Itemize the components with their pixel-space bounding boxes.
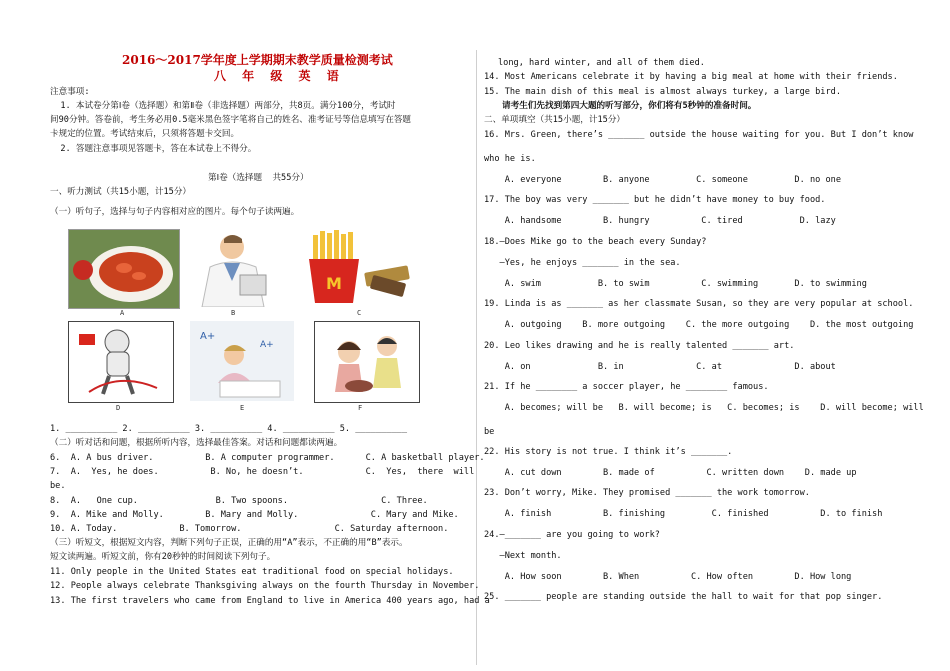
question-12: 12. People always celebrate Thanksgiving always on the fourth Thursday in November. [50, 581, 480, 591]
student-writing-icon [190, 321, 294, 401]
notice-heading: 注意事项: [50, 87, 90, 97]
subsection-heading: （一）听句子，选择与句子内容相对应的图片。每个句子读两遍。 [50, 207, 300, 217]
question-22: 22. His story is not true. I think it’s _______. [484, 447, 733, 457]
svg-text:A+: A+ [260, 340, 274, 350]
picture-a [68, 229, 180, 309]
section-heading: 一、听力测试（共15小题，计15分） [50, 187, 192, 197]
notice-line: 2. 答题注意事项见答题卡，答在本试卷上不得分。 [50, 144, 257, 154]
svg-text:A+: A+ [200, 331, 216, 342]
fries-icon [301, 229, 415, 307]
section-heading: 二、单项填空（共15小题，计15分） [484, 115, 626, 125]
question-24: 24.—_______ are you going to work? [484, 530, 660, 540]
question-13: 13. The first travelers who came from England to live in America 400 years ago, had a [50, 596, 490, 606]
question-25: 25. _______ people are standing outside the hall to wait for that pop singer. [484, 592, 883, 602]
question-19: 19. Linda is as _______ as her classmate Susan, so they are very popular at school. [484, 299, 914, 309]
notice-line: 1. 本试卷分第Ⅰ卷（选择题）和第Ⅱ卷（非选择题）两部分，共8页。满分100分，考试时 [50, 101, 396, 111]
question-24-reply: —Next month. [484, 551, 562, 561]
question-7-cont: be. [50, 481, 66, 491]
question-20: 20. Leo likes drawing and he is really talented _______ art. [484, 341, 795, 351]
question-23-options: A. finish B. finishing C. finished D. to finish [484, 509, 883, 519]
question-23: 23. Don’t worry, Mike. They promised _______ the work tomorrow. [484, 488, 810, 498]
question-18-options: A. swim B. to swim C. swimming D. to swimming [484, 279, 867, 289]
cooking-icon [315, 322, 419, 402]
picture-e [190, 321, 294, 401]
answer-line: 1. __________ 2. __________ 3. __________ 4. __________ 5. __________ [50, 424, 407, 434]
question-10: 10. A. Today. B. Tomorrow. C. Saturday afternoon. [50, 524, 449, 534]
question-9: 9. A. Mike and Molly. B. Mary and Molly. C. Mary and Mike. [50, 510, 459, 520]
question-14: 14. Most Americans celebrate it by having a big meal at home with their friends. [484, 72, 898, 82]
subsection-heading: （三）听短文，根据短文内容，判断下列句子正误，正确的用“A”表示，不正确的用“B”表示。 [50, 538, 408, 548]
question-20-options: A. on B. in C. at D. about [484, 362, 836, 372]
picture-label: D [116, 404, 121, 412]
question-8: 8. A. One cup. B. Two spoons. C. Three. [50, 496, 428, 506]
question-15: 15. The main dish of this meal is almost always turkey, a large bird. [484, 87, 841, 97]
part1-heading: 第Ⅰ卷（选择题 共55分） [208, 173, 309, 183]
question-22-options: A. cut down B. made of C. written down D. made up [484, 468, 857, 478]
dictation-note: 请考生们先找到第四大题的听写部分，你们将有5秒钟的准备时间。 [502, 101, 757, 111]
question-11: 11. Only people in the United States eat traditional food on special holidays. [50, 567, 454, 577]
question-17-options: A. handsome B. hungry C. tired D. lazy [484, 216, 836, 226]
astronaut-icon [69, 322, 173, 402]
question-21: 21. If he ________ a soccer player, he ________ famous. [484, 382, 769, 392]
notice-line: 间90分钟。答卷前，考生务必用0.5毫米黑色签字笔将自己的姓名、准考证号等信息填写在答题 [50, 115, 412, 125]
tomato-soup-icon [69, 230, 179, 308]
question-16-options: A. everyone B. anyone C. someone D. no one [484, 175, 841, 185]
picture-d [68, 321, 174, 403]
question-24-options: A. How soon B. When C. How often D. How long [484, 572, 852, 582]
question-7: 7. A. Yes, he does. B. No, he doesn’t. C. Yes, there will [50, 467, 475, 477]
exam-title: 2016～2017学年度上学期期末教学质量检测考试 [122, 53, 393, 67]
picture-label: B [231, 309, 236, 317]
picture-label: C [357, 309, 362, 317]
question-18: 18.—Does Mike go to the beach every Sunday? [484, 237, 707, 247]
question-16: 16. Mrs. Green, there’s _______ outside the house waiting for you. But I don’t know [484, 130, 914, 140]
column-divider [476, 50, 477, 665]
doctor-icon [180, 229, 286, 307]
question-13-cont: long, hard winter, and all of them died. [498, 58, 705, 68]
question-18-reply: —Yes, he enjoys _______ in the sea. [484, 258, 681, 268]
question-19-options: A. outgoing B. more outgoing C. the more outgoing D. the most outgoing [484, 320, 914, 330]
picture-label: A [120, 309, 125, 317]
picture-b [180, 229, 286, 307]
picture-f [314, 321, 420, 403]
question-16-cont: who he is. [484, 154, 536, 164]
question-21-options: A. becomes; will be B. will become; is C. becomes; is D. will become; will [484, 403, 924, 413]
svg-text:M: M [326, 274, 342, 293]
question-6: 6. A. A bus driver. B. A computer programmer. C. A basketball player. [50, 453, 485, 463]
question-21-cont: be [484, 427, 495, 437]
picture-c [301, 229, 415, 307]
subsection-heading: 短文读两遍。听短文前，你有20秒钟的时间阅读下列句子。 [50, 552, 276, 562]
exam-subtitle: 八 年 级 英 语 [214, 69, 345, 83]
subsection-heading: （二）听对话和问题，根据所听内容，选择最佳答案。对话和问题都读两遍。 [50, 438, 343, 448]
notice-line: 卡规定的位置。考试结束后，只须将答题卡交回。 [50, 129, 240, 139]
question-17: 17. The boy was very _______ but he didn’t have money to buy food. [484, 195, 826, 205]
picture-label: F [358, 404, 363, 412]
picture-label: E [240, 404, 245, 412]
